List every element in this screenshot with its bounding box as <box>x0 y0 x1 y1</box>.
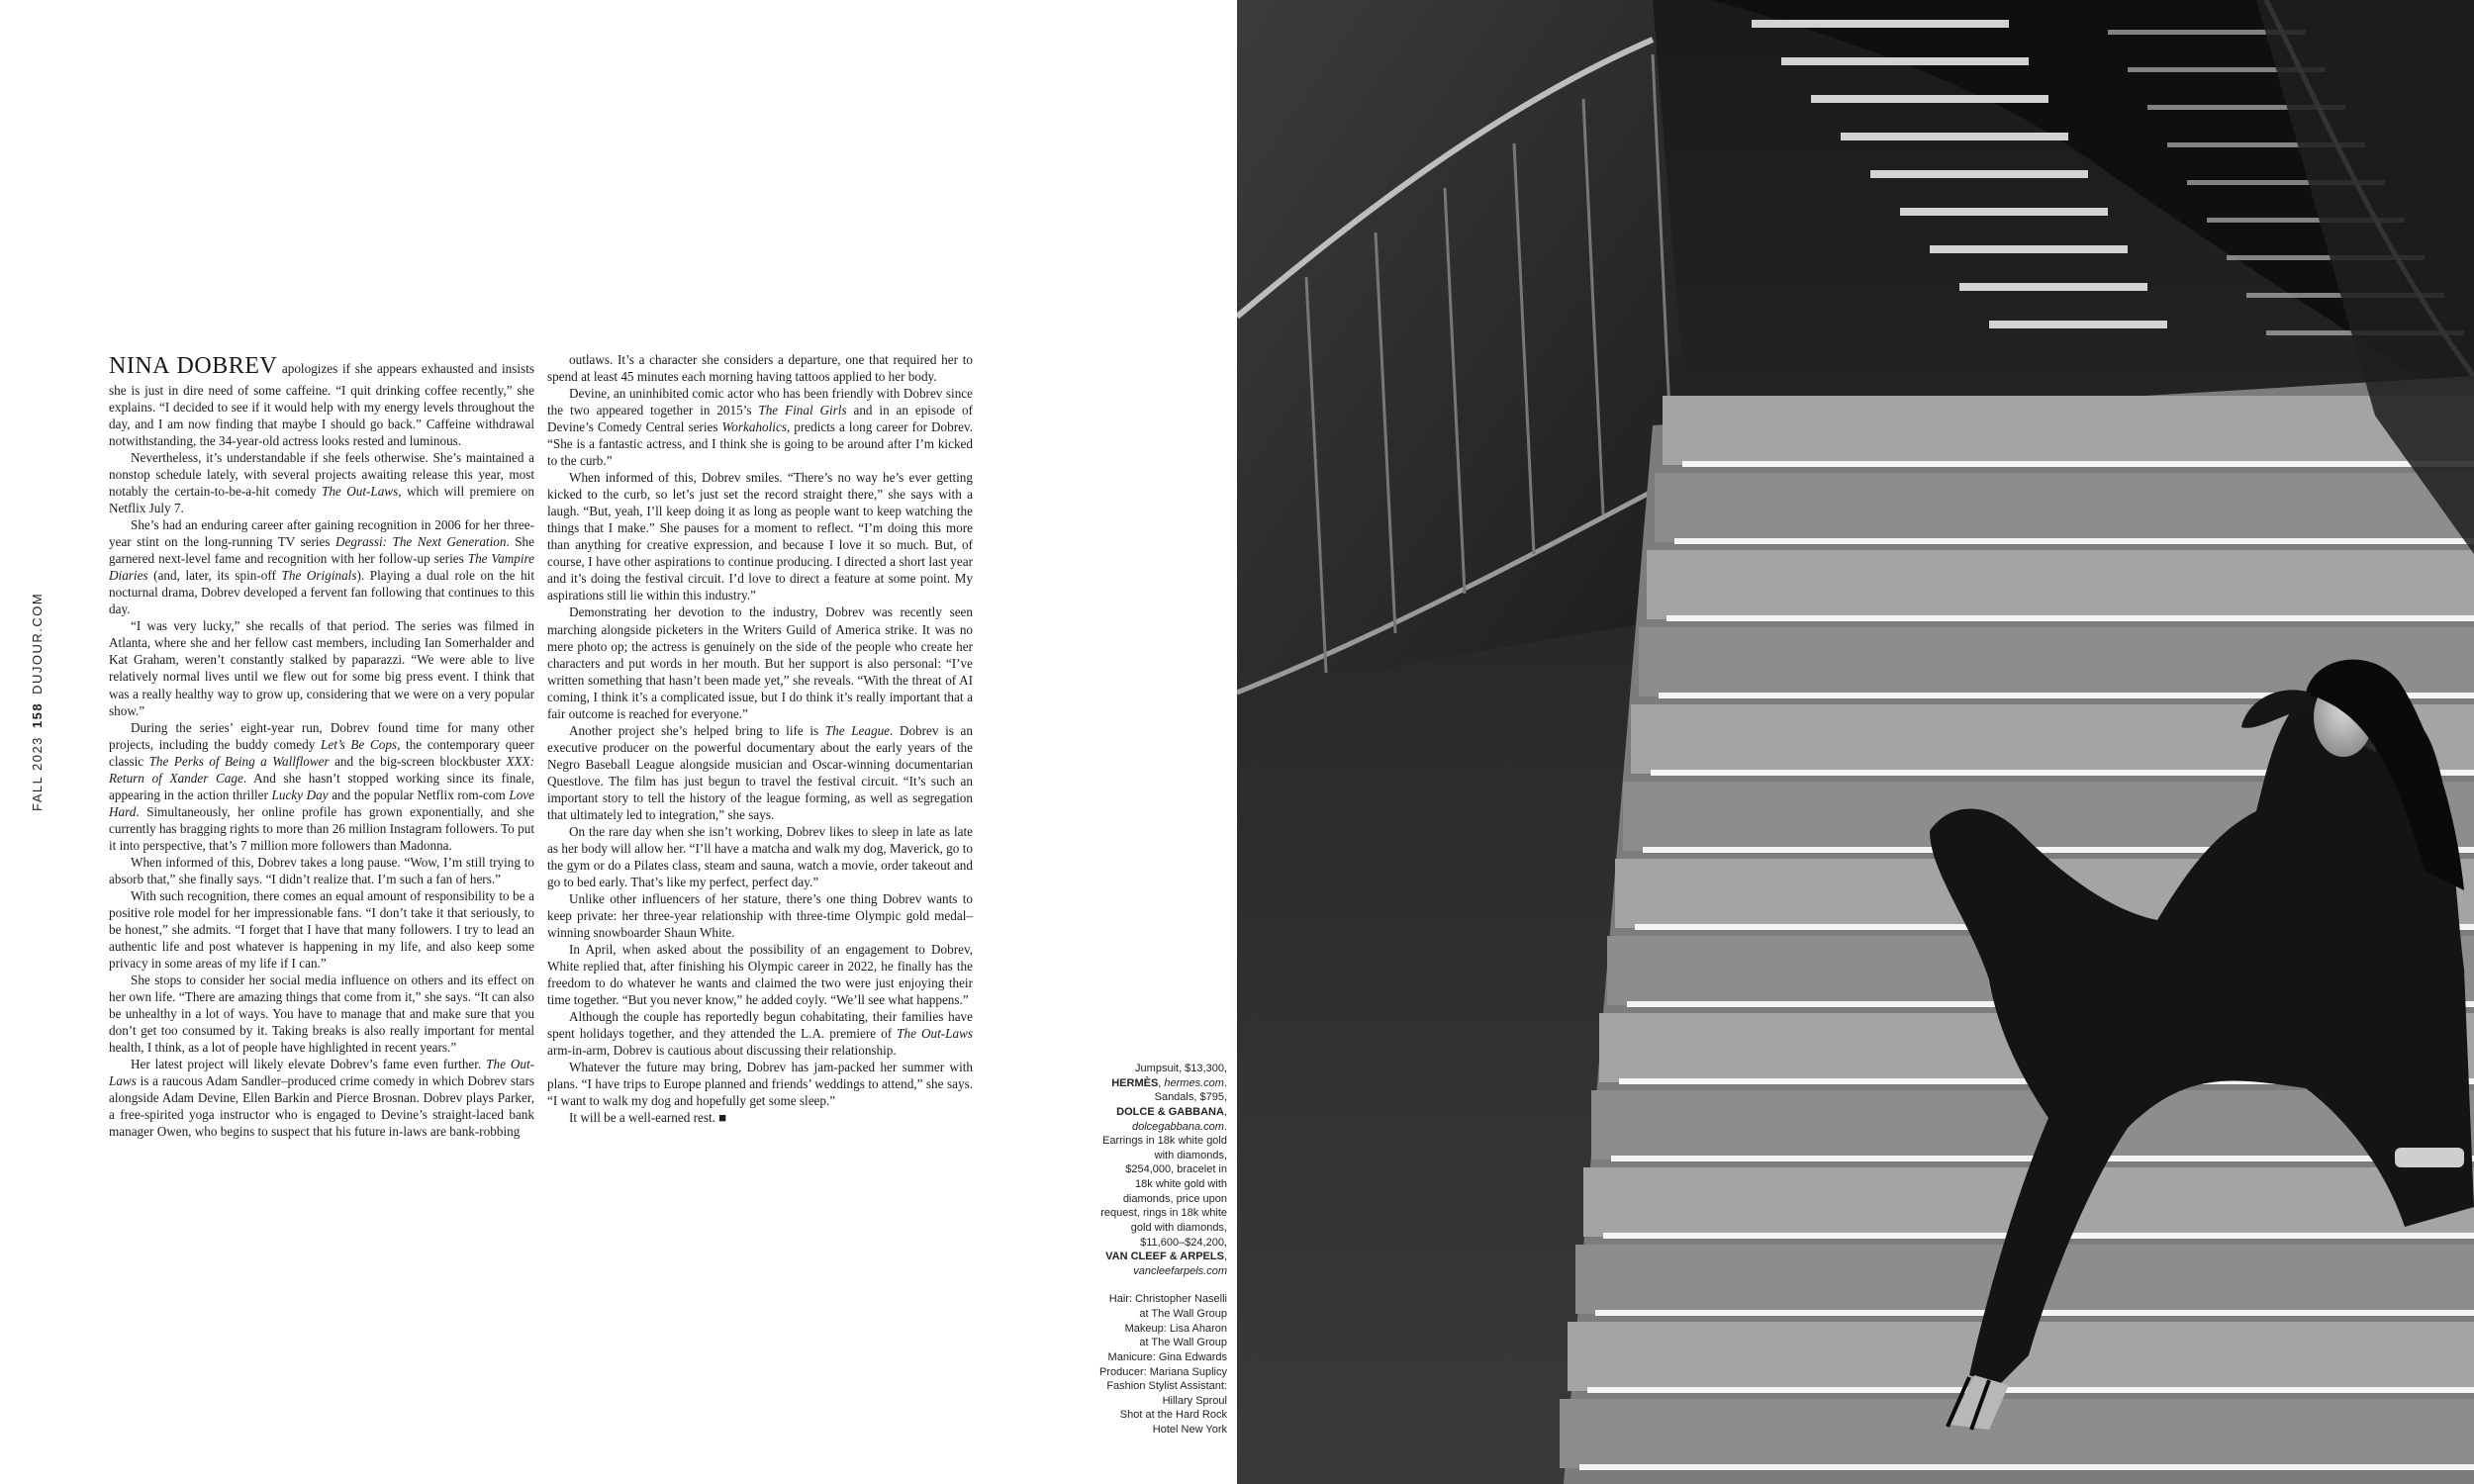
article-paragraph <box>547 823 973 890</box>
article-paragraph <box>547 1008 973 1059</box>
credit-line <box>1044 1105 1227 1120</box>
italic-title: Workaholics <box>721 419 787 435</box>
text-run: , the contemporary queer classic <box>109 736 535 769</box>
text-run: $254,000, bracelet in <box>1125 1163 1227 1176</box>
italic-title: The Out-Laws <box>109 1057 534 1089</box>
italic-title: Let’s Be Cops <box>321 736 398 752</box>
photo-credits <box>1044 1062 1227 1438</box>
text-run: Unlike other influencers of her stature, there’s one thing Dobrev wants to keep private: her three-year relationship with three-time Olympic gold medal–winning snowboarder Shaun White. <box>547 891 973 941</box>
stair-tread <box>1655 473 2474 542</box>
upper-stair-light <box>1930 245 2128 253</box>
text-run: and the popular Netflix rom-com <box>328 787 510 802</box>
text-run: ). Playing a dual role on the hit nocturnal drama, Dobrev developed a fervent fan following that continues to this day. <box>109 568 534 617</box>
credit-line <box>1044 1250 1227 1264</box>
credit-line <box>1044 1134 1227 1149</box>
team-credits <box>1044 1292 1227 1437</box>
text-run: It will be a well-earned rest. ■ <box>569 1110 727 1126</box>
article-paragraph <box>109 719 534 854</box>
text-run: . She garnered next-level fame and recognition with her follow-up series <box>109 534 535 567</box>
folio-site: DUJOUR.COM <box>30 592 45 695</box>
text-run: Earrings in 18k white gold <box>1102 1135 1227 1148</box>
italic-title: The League <box>824 722 891 738</box>
text-run: When informed of this, Dobrev smiles. “There’s no way he’s ever getting kicked to the curb, so let’s just set the record straight there,” she says with a laugh. “But, yeah, I’ll keep doing it as long as people want to keep watching the things that I make.” She pauses for a moment to reflect. “I’m doing this more than anything for creative expression, and because I love it so much. But, of course, I have other aspirations to continue producing. I directed a short last year and it’s doing the festival circuit. I’d love to direct a feature at some point. My aspirations still lie within this industry.” <box>547 470 973 603</box>
stair-tread <box>1663 396 2474 465</box>
folio <box>30 593 45 811</box>
upper-stair-light <box>1841 133 2068 140</box>
stair-light-strip <box>1587 1387 2474 1393</box>
credit-line <box>1044 1149 1227 1163</box>
text-run: , <box>1223 1251 1227 1263</box>
stair-light-strip <box>1579 1464 2474 1470</box>
italic-title: The Vampire Diaries <box>109 551 535 584</box>
folio-page-number: 158 <box>30 701 45 729</box>
italic-title: The Originals <box>281 568 357 584</box>
upper-stair-light <box>1870 170 2088 178</box>
italic-title: The Final Girls <box>758 403 847 418</box>
text-run: and in an episode of Devine’s Comedy Central series <box>547 403 974 435</box>
italic-title: XXX: Return of Xander Cage <box>109 753 534 786</box>
credit-line: Producer: Mariana Suplicy <box>1098 1365 1227 1378</box>
text-run: , <box>1158 1076 1165 1089</box>
article-column-2 <box>547 351 973 1126</box>
credit-line <box>1044 1076 1227 1091</box>
article-paragraph <box>109 854 534 887</box>
text-run: Whatever the future may bring, Dobrev has jam-packed her summer with plans. “I have trips to Europe planned and friends’ weddings to attend,” she says. “I want to walk my dog and hopefully get some sleep.” <box>547 1060 973 1109</box>
wardrobe-credits <box>1044 1062 1227 1278</box>
bracelet <box>2395 1148 2464 1167</box>
lead-name: NINA DOBREV <box>109 353 278 379</box>
credit-line: Hillary Sproul <box>1162 1394 1227 1407</box>
article-paragraph <box>547 603 973 721</box>
text-run: Nevertheless, it’s understandable if she feels otherwise. She’s maintained a nonstop schedule lately, with several projects awaiting release this year, most notably the certain-to-be-a-hit comedy <box>109 450 534 500</box>
upper-stair-light <box>1781 57 2029 65</box>
text-run: In April, when asked about the possibility of an engagement to Dobrev, White replied that, after finishing his Olympic career in 2022, he finally has the freedom to do whatever he wants and claimed the two were just enjoying their time together. “But you never know,” he added coyly. “We’ll see what happens.” <box>547 942 973 1008</box>
article-paragraph <box>109 351 534 449</box>
text-run: diamonds, price upon <box>1122 1192 1227 1205</box>
brand-name: VAN CLEEF & ARPELS <box>1105 1251 1224 1263</box>
article-paragraph <box>547 469 973 603</box>
italic-title: vancleefarpels.com <box>1133 1264 1227 1277</box>
article-paragraph <box>547 385 973 469</box>
text-run: . Simultaneously, her online profile has grown exponentially, and she currently has bragging rights to more than 26 million Instagram followers. To put it into perspective, that’s 7 million more followers than Madonna. <box>109 803 534 853</box>
text-run: . Dobrev is an executive producer on the powerful documentary about the early years of the Negro Baseball League alongside musician and Oscar-winning documentarian Questlove. The film has just begun to travel the festival circuit. “It’s such an important story to tell the history of the league forming, as well as segregation that ultimately led to integration,” she says. <box>547 722 973 822</box>
article-paragraph <box>109 887 534 972</box>
text-run: She’s had an enduring career after gaining recognition in 2006 for her three-year stint on the long-running TV series <box>109 517 534 550</box>
text-run: $11,600–$24,200, <box>1140 1236 1227 1249</box>
folio-season: FALL 2023 <box>30 736 45 811</box>
stair-light-strip <box>1666 615 2474 621</box>
text-run: and the big-screen blockbuster <box>329 753 507 769</box>
article-paragraph <box>109 516 534 617</box>
text-run: “I was very lucky,” she recalls of that period. The series was filmed in Atlanta, where she and her fellow cast members, including Ian Somerhalder and Kat Graham, weren’t constantly stalked by paparazzi. “We were able to live relatively normal lives until we flew out for some big press event. I think that was a really healthy way to grow up, considering that we were on a very popular show.” <box>109 618 534 718</box>
credit-line <box>1044 1177 1227 1192</box>
text-run: , which will premiere on Netflix July 7. <box>109 484 534 516</box>
text-run: Her latest project will likely elevate Dobrev’s fame even further. <box>131 1057 487 1072</box>
text-run: gold with diamonds, <box>1130 1221 1227 1234</box>
upper-stair-light <box>1959 283 2147 291</box>
credit-line <box>1044 1062 1227 1076</box>
upper-stair-light <box>1900 208 2108 216</box>
text-run: Jumpsuit, $13,300, <box>1135 1063 1227 1074</box>
text-run: arm-in-arm, Dobrev is cautious about discussing their relationship. <box>547 1043 897 1059</box>
article-paragraph <box>109 617 534 718</box>
credit-line <box>1044 1221 1227 1236</box>
credit-line <box>1044 1192 1227 1207</box>
text-run: During the series’ eight-year run, Dobrev found time for many other projects, including the buddy comedy <box>109 719 534 752</box>
credit-line: Hair: Christopher Naselli <box>1108 1293 1227 1306</box>
credit-line: Fashion Stylist Assistant: <box>1106 1380 1227 1393</box>
brand-name: DOLCE & GABBANA <box>1116 1105 1224 1118</box>
article-paragraph <box>109 972 534 1056</box>
stair-light-strip <box>1674 538 2474 544</box>
text-run: Another project she’s helped bring to life is <box>569 722 825 738</box>
stair-light-strip <box>1682 461 2474 467</box>
brand-name: HERMÈS <box>1111 1076 1159 1089</box>
text-run: With such recognition, there comes an equal amount of responsibility to be a positive role model for her impressionable fans. “I don’t take it that seriously, to be honest,” she admits. “I forget that I have that many followers. I try to lead an authentic life and post whatever is happening in my life, and also keep some privacy in some areas of my life if I can.” <box>109 887 534 972</box>
text-run: . And she hasn’t stopped working since its finale, appearing in the action thriller <box>109 770 535 802</box>
stair-tread <box>1647 550 2474 619</box>
italic-title: dolcegabbana.com <box>1131 1120 1224 1133</box>
text-run: Sandals, $795, <box>1154 1091 1227 1104</box>
photo-panel <box>1237 0 2474 1484</box>
text-run: Although the couple has reportedly begun cohabitating, their families have spent holidays together, and they attended the L.A. premiere of <box>547 1009 973 1042</box>
credit-line: at The Wall Group <box>1139 1308 1227 1320</box>
credit-line: at The Wall Group <box>1139 1337 1227 1349</box>
italic-title: The Out-Laws <box>322 484 399 500</box>
upper-stair-light <box>1811 95 2048 103</box>
italic-title: Love Hard <box>109 787 535 819</box>
italic-title: hermes.com <box>1164 1076 1224 1089</box>
text-run: Demonstrating her devotion to the industry, Dobrev was recently seen marching alongside picketers in the Writers Guild of America strike. It was no mere photo op; the actress is genuinely on the side of the people who create her characters and put words in her mouth. But her support is also personal: “I’ve written something that hasn’t been made yet,” she reveals. “With the threat of AI coming, I think it’s a complicated issue, but I do think it’s really important that a fair outcome is reached for everyone.” <box>547 604 973 721</box>
staircase-portrait-photo <box>1237 0 2474 1484</box>
text-run: (and, later, its spin-off <box>147 568 282 584</box>
text-run: , <box>1223 1105 1227 1118</box>
credit-line <box>1044 1264 1227 1279</box>
credit-line <box>1044 1206 1227 1221</box>
text-run: request, rings in 18k white <box>1100 1207 1227 1220</box>
text-run: When informed of this, Dobrev takes a long pause. “Wow, I’m still trying to absorb that,” she finally says. “I didn’t realize that. I’m such a fan of hers.” <box>109 854 534 886</box>
upper-stair-light <box>1752 20 2009 28</box>
credit-line <box>1044 1090 1227 1105</box>
article-paragraph <box>547 1059 973 1109</box>
article-paragraph <box>547 941 973 1008</box>
article-paragraph <box>109 1056 534 1140</box>
credit-line: Manicure: Gina Edwards <box>1107 1350 1227 1363</box>
text-run: On the rare day when she isn’t working, Dobrev likes to sleep in late as late as her body will allow her. “I’ll have a matcha and walk my dog, Maverick, go to the gym or do a Pilates class, steam and sauna, watch a movie, order takeout and go to bed early. That’s like my perfect, perfect day.” <box>547 823 973 889</box>
upper-stair-light <box>1989 321 2167 328</box>
text-run: 18k white gold with <box>1135 1178 1227 1190</box>
credit-line: Shot at the Hard Rock <box>1119 1409 1227 1422</box>
text-run: apologizes if she appears exhausted and insists she is just in dire need of some caffeine. “I quit drinking coffee recently,” she explains. “I decided to see if it would help with my energy levels throughout the day, and I am now finding that maybe I should go back.” Caffeine withdrawal notwithstanding, the 34-year-old actress looks rested and luminous. <box>109 361 534 449</box>
credit-line <box>1044 1120 1227 1135</box>
text-run: is a raucous Adam Sandler–produced crime comedy in which Dobrev stars alongside Adam Devine, Ellen Barkin and Pierce Brosnan. Dobrev plays Parker, a free-spirited yoga instructor who is engaged to Devine’s straight-laced bank manager Owen, who begins to suspect that his future in-laws are bank-robbing <box>109 1073 534 1140</box>
credit-line <box>1044 1162 1227 1177</box>
text-run: . <box>1223 1076 1227 1089</box>
credit-line: Makeup: Lisa Aharon <box>1124 1322 1227 1335</box>
stair-tread <box>1560 1399 2474 1468</box>
italic-title: The Perks of Being a Wallflower <box>148 753 330 769</box>
text-run: Devine, an uninhibited comic actor who has been friendly with Dobrev since the two appeared together in 2015’s <box>547 386 973 418</box>
credit-line: Hotel New York <box>1152 1424 1227 1436</box>
text-run: She stops to consider her social media influence on others and its effect on her own life. “There are amazing things that come from it,” she says. “It can also be unhealthy in a lot of ways. You have to manage that and make sure that you don’t get too consumed by it. Taking breaks is also really important for mental health, I think, as a lot of people have highlighted in recent years.” <box>109 973 534 1056</box>
article-paragraph <box>547 890 973 941</box>
italic-title: The Out-Laws <box>897 1026 973 1042</box>
article-paragraph <box>109 449 534 516</box>
text-run: , predicts a long career for Dobrev. “She is a fantastic actress, and I think she is going to be around after I’m kicked to the curb.” <box>547 419 973 469</box>
article-column-1 <box>109 351 534 1140</box>
article-paragraph <box>547 722 973 823</box>
text-run: . <box>1223 1120 1227 1133</box>
article-paragraph <box>547 1109 973 1126</box>
text-run: with diamonds, <box>1154 1149 1227 1161</box>
italic-title: Lucky Day <box>271 787 329 802</box>
article-paragraph <box>547 351 973 385</box>
credit-line <box>1044 1236 1227 1251</box>
text-run: outlaws. It’s a character she considers a departure, one that required her to spend at least 45 minutes each morning having tattoos applied to her body. <box>547 352 973 385</box>
italic-title: Degrassi: The Next Generation <box>335 534 507 550</box>
